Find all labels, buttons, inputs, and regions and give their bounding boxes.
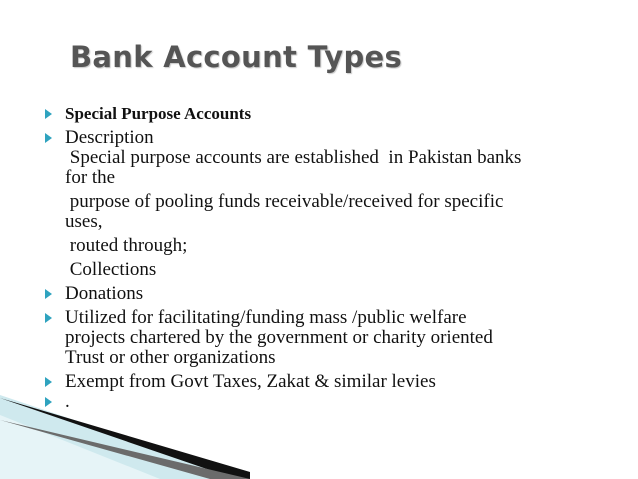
list-item: Donations — [43, 284, 603, 304]
list-item: Special Purpose Accounts — [43, 104, 603, 124]
list-item-continuation: Trust or other organizations — [65, 347, 276, 368]
slide-title: Bank Account Types — [70, 40, 403, 74]
list-item-continuation: routed through; — [65, 235, 188, 256]
list-item-continuation: purpose of pooling funds receivable/received for specific — [65, 191, 504, 212]
list-item-continuation: Collections — [65, 259, 157, 280]
list-item-continuation: projects chartered by the government or charity oriented — [65, 327, 493, 348]
list-item: . — [43, 392, 603, 412]
list-item-continuation: Special purpose accounts are established in Pakistan banks — [65, 147, 522, 168]
list-item-continuation: for the — [65, 167, 116, 188]
list-item: Description — [43, 128, 603, 148]
list-item: Exempt from Govt Taxes, Zakat & similar levies — [43, 372, 603, 392]
list-item-continuation: uses, — [65, 211, 103, 232]
list-item: Utilized for facilitating/funding mass /public welfare — [43, 308, 603, 328]
